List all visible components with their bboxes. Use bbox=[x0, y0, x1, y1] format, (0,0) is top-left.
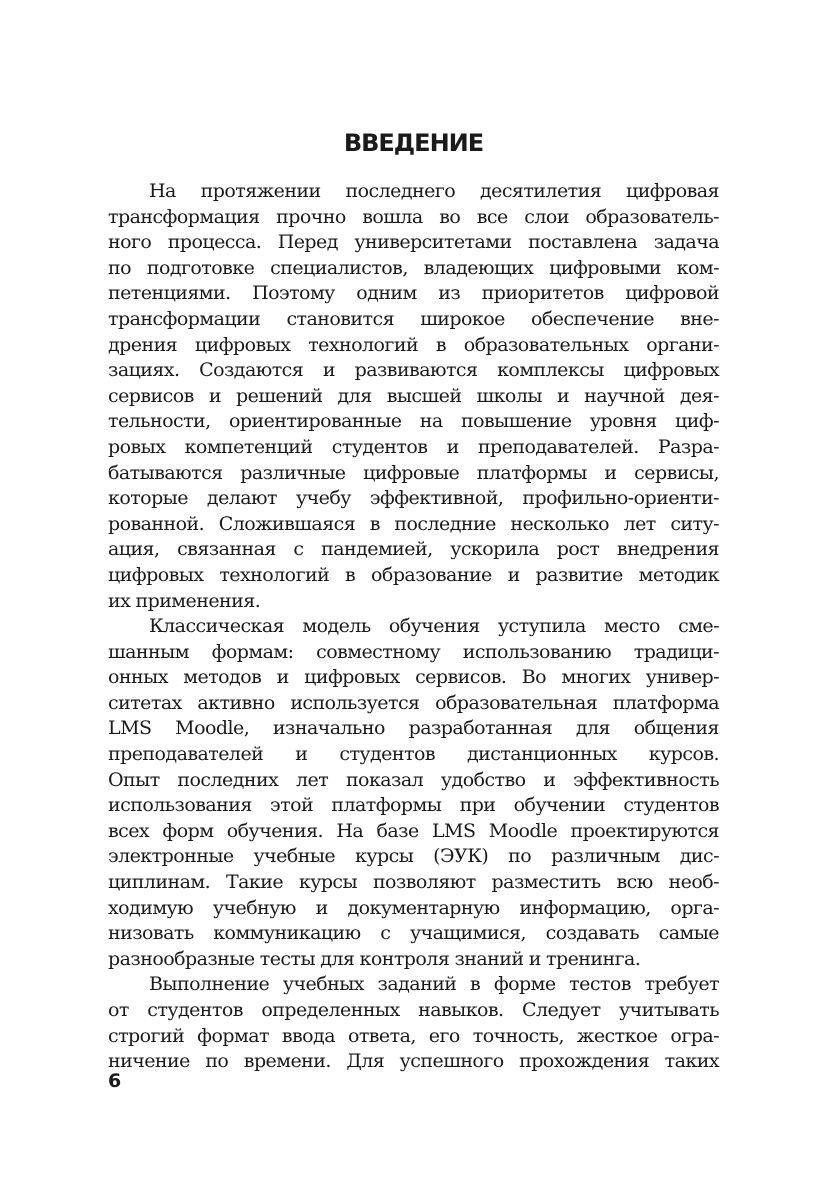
text-line: шанным формам: совместному использованию традици- bbox=[108, 640, 719, 663]
text-line: преподавателей и студентов дистанционных курсов. bbox=[108, 743, 719, 766]
text-line: цифровых технологий в образование и развитие методик bbox=[108, 563, 719, 586]
text-line: Опыт последних лет показал удобство и эффективность bbox=[108, 768, 719, 791]
text-line: зациях. Создаются и развиваются комплексы цифровых bbox=[108, 359, 719, 382]
text-line: низовать коммуникацию с учащимися, создавать самые bbox=[108, 922, 719, 945]
text-line: рованной. Сложившаяся в последние несколько лет ситу- bbox=[108, 512, 719, 535]
text-line: от студентов определенных навыков. Следует учитывать bbox=[108, 999, 719, 1021]
text-line: дрения цифровых технологий в образовательных органи- bbox=[108, 333, 719, 356]
text-line: тельности, ориентированные на повышение уровня циф- bbox=[108, 410, 719, 433]
paragraph-3 bbox=[108, 972, 719, 1074]
text-line: циплинам. Такие курсы позволяют разместить всю необ- bbox=[108, 871, 719, 894]
text-line: их применения. bbox=[108, 589, 261, 612]
text-line: использования этой платформы при обучении студентов bbox=[108, 794, 719, 817]
text-line: строгий формат ввода ответа, его точность, жесткое огра- bbox=[108, 1024, 719, 1047]
text-line: разнообразные тесты для контроля знаний и тренинга. bbox=[108, 947, 641, 970]
page-number: 6 bbox=[108, 1070, 122, 1092]
body-text bbox=[108, 179, 719, 1075]
text-line: ничение по времени. Для успешного прохождения таких bbox=[108, 1050, 719, 1073]
text-line: сервисов и решений для высшей школы и научной дея- bbox=[108, 384, 719, 407]
paragraph-2 bbox=[108, 614, 719, 972]
text-line: которые делают учебу эффективной, профильно-ориенти- bbox=[108, 487, 719, 510]
text-line: LMS Moodle, изначально разработанная для общения bbox=[108, 717, 719, 740]
text-line: всех форм обучения. На базе LMS Moodle проектируются bbox=[108, 819, 719, 842]
text-line: батываются различные цифровые платформы и сервисы, bbox=[108, 461, 719, 484]
text-line: На протяжении последнего десятилетия цифровая bbox=[149, 180, 719, 202]
page-title: ВВЕДЕНИЕ bbox=[343, 129, 484, 157]
text-line: Выполнение учебных заданий в форме тестов требует bbox=[149, 973, 719, 996]
text-line: ация, связанная с пандемией, ускорила рост внедрения bbox=[108, 538, 719, 561]
paragraph-1 bbox=[108, 179, 719, 614]
text-line: трансформации становится широкое обеспечение вне- bbox=[108, 307, 719, 330]
text-line: ходимую учебную и документарную информацию, орга- bbox=[108, 896, 719, 919]
text-line: онных методов и цифровых сервисов. Во многих универ- bbox=[108, 666, 719, 689]
text-line: петенциями. Поэтому одним из приоритетов цифровой bbox=[108, 282, 719, 305]
text-line: по подготовке специалистов, владеющих цифровыми ком- bbox=[108, 256, 719, 279]
text-line: ровых компетенций студентов и преподавателей. Разра- bbox=[108, 435, 719, 458]
text-line: трансформация прочно вошла во все слои образователь- bbox=[108, 205, 719, 228]
text-line: Классическая модель обучения уступила место сме- bbox=[149, 615, 719, 638]
text-line: ного процесса. Перед университетами поставлена задача bbox=[108, 231, 719, 254]
text-line: электронные учебные курсы (ЭУК) по различным дис- bbox=[108, 845, 719, 868]
text-line: ситетах активно используется образовательная платформа bbox=[108, 691, 719, 714]
